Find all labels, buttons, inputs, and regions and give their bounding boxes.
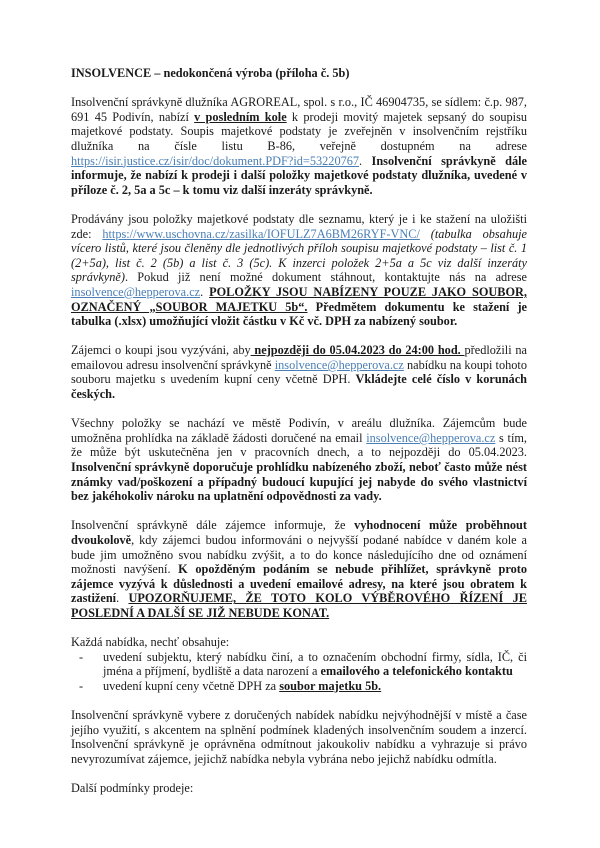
paragraph-evaluation: [71, 518, 527, 620]
email-link[interactable]: insolvence@hepperova.cz: [274, 357, 404, 372]
text: . Pokud již není možné dokument stáhnout, kontaktujte nás na adrese: [124, 270, 527, 285]
document-title: INSOLVENCE – nedokončená výroba (příloha č. 5b): [71, 66, 350, 80]
list-item: [71, 650, 527, 679]
text: Všechny položky se nachází ve městě Podivín, v areálu dlužníka. Zájemcům bude umožněna prohlídka na základě žádosti doručené na email: [71, 416, 527, 445]
email-link[interactable]: insolvence@hepperova.cz: [71, 284, 201, 299]
italic-note: (tabulka obsahuje vícero listů, které jsou členěny dle jednotlivých příloh soupisu majetkové podstaty – list č. 1 (2+5a), list č. 2 (5b) a list č. 3 (5c). K inzerci položek 2+5a a 5c viz další inzeráty správkyně): [71, 226, 527, 285]
text: Zájemci o koupi jsou vyzýváni, aby: [71, 343, 251, 358]
text: uvedení kupní ceny včetně DPH za: [103, 678, 280, 693]
list-item: [71, 679, 527, 694]
isir-link[interactable]: https://isir.justice.cz/isir/doc/dokument.PDF?id=53220767: [71, 153, 360, 168]
paragraph-selection: Insolvenční správkyně vybere z doručených nabídek nabídku nejvýhodnější v místě a čase jejího využití, s akcentem na splnění podmínek kladených insolvenčním soudem a inzercí. Insolvenční správkyně je oprávněna odmítnout jakoukoliv nabídku a vyhrazuje si právo nevyrozumívat zájemce, jejichž nabídka nebyla vybrána nebo jejichž nabídku odmítla.: [71, 708, 527, 766]
bundle-notice: POLOŽKY JSOU NABÍZENY POUZE JAKO SOUBOR, OZNAČENÝ „SOUBOR MAJETKU 5b“.: [71, 284, 527, 314]
offer-requirements-list: [71, 650, 527, 694]
text: předložili na emailovou adresu insolvenční správkyně: [71, 343, 527, 372]
bold-underlined-text: soubor majetku 5b.: [279, 678, 382, 693]
email-link[interactable]: insolvence@hepperova.cz: [366, 430, 496, 445]
dash-bullet-icon: -: [79, 649, 84, 664]
last-round-emphasis: v posledním kole: [194, 109, 287, 124]
text: Insolvenční správkyně dále zájemce informuje, že: [71, 518, 355, 533]
text: Prodávány jsou položky majetkové podstaty dle seznamu, který je i ke stažení na uložišti zde:: [71, 211, 527, 241]
offer-requirements-intro: Každá nabídka, nechť obsahuje:: [71, 635, 230, 650]
text: , kdy zájemci budou informováni o nejvyšší podané nabídce v daném kole a bude jim umožněno svou nabídku zvýšit, a to do konce následujícího dne od oznámení možnosti navýšení.: [71, 533, 527, 577]
bold-notice: Vkládejte celé číslo v korunách českých.: [71, 372, 527, 402]
paragraph-intro: [71, 95, 527, 197]
deadline: nejpozději do 05.04.2023 do 24:00 hod.: [250, 343, 465, 358]
paragraph-further-conditions: Další podmínky prodeje:: [71, 781, 194, 796]
final-round-warning: UPOZORŇUJEME, ŽE TOTO KOLO VÝBĚROVÉHO ŘÍZENÍ JE POSLEDNÍ A DALŠÍ SE JIŽ NEBUDE KONAT.: [71, 591, 527, 620]
text: uvedení subjektu, který nabídku činí, a to označením obchodní firmy, sídla, IČ, či jména a příjmení, bydliště a data narození a: [103, 649, 527, 679]
paragraph-deadline: [71, 343, 527, 401]
bold-text: emailového a telefonického kontaktu: [320, 664, 513, 679]
bold-notice: Insolvenční správkyně doporučuje prohlídku nabízeného zboží, neboť často může nést známky vad/poškození a případný budoucí kupující jej nabyde do svého vlastnictví bez jakéhokoliv nároku na uplatnění odpovědnosti za vady.: [71, 460, 527, 504]
text: .: [359, 153, 372, 168]
bold-notice: Předmětem dokumentu ke stažení je tabulka (.xlsx) umožňující vložit částku v Kč vč. DPH za nabízený soubor.: [71, 299, 527, 329]
text: nabídku na koupi tohoto souboru majetku s uvedením kupní ceny včetně DPH.: [71, 357, 527, 387]
text: .: [116, 591, 129, 606]
paragraph-download: [71, 212, 527, 329]
dash-bullet-icon: -: [79, 678, 84, 693]
document-body: [71, 66, 527, 810]
text: .: [200, 284, 210, 299]
bold-notice: Insolvenční správkyně dále informuje, že nabízí k prodeji i další položky majetkové podstaty dlužníka, uvedené v příloze č. 2, 5a a 5c – k tomu viz další inzeráty správkyně.: [71, 153, 527, 197]
bold-text: vyhodnocení může proběhnout dvoukolově: [71, 518, 527, 547]
text: k prodeji movitý majetek sepsaný do soupisu majetkové podstaty. Soupis majetkové podstaty je zveřejněn v insolvenčním rejstříku dlužníka na čísle listu B-86, veřejně dostupném na adrese: [71, 109, 527, 153]
uschovna-link[interactable]: https://www.uschovna.cz/zasilka/IOFULZ7A6BM26RYF-VNC/: [102, 226, 420, 241]
text: Insolvenční správkyně dlužníka AGROREAL, spol. s r.o., IČ 46904735, se sídlem: č.p. 987, 691 45 Podivín, nabízí: [71, 95, 527, 124]
paragraph-inspection: [71, 416, 527, 504]
text: s tím, že může být uskutečněna jen v pracovních dnech, a to nejpozději do 05.04.2023.: [71, 430, 527, 460]
bold-text: K opožděným podáním se nebude přihlížet, správkyně proto zájemce vyzývá k důslednosti a uvedení emailové adresy, na které jsou obratem k zastižení: [71, 562, 527, 606]
